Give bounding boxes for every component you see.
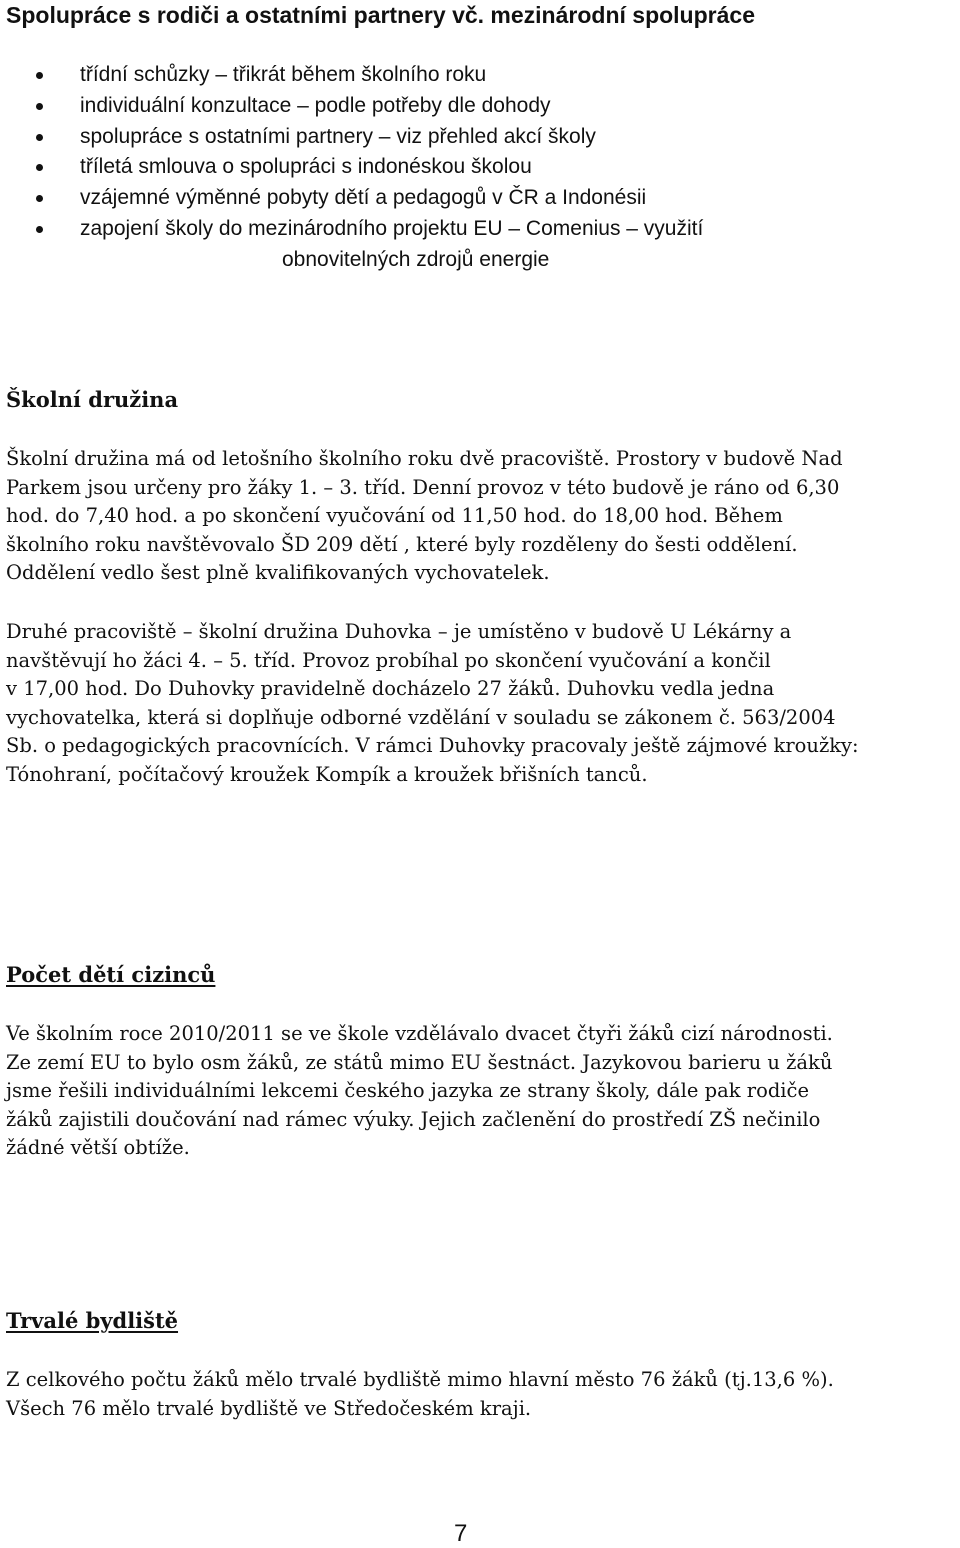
bullet-icon bbox=[36, 72, 43, 79]
section-heading-foreign-children: Počet dětí cizinců bbox=[6, 962, 216, 987]
list-item: individuální konzultace – podle potřeby dle dohody bbox=[0, 91, 940, 122]
list-item: spolupráce s ostatními partnery – viz přehled akcí školy bbox=[0, 122, 940, 153]
list-item: vzájemné výměnné pobyty dětí a pedagogů v ČR a Indonésii bbox=[0, 183, 940, 214]
bullet-icon bbox=[36, 195, 43, 202]
section-heading-cooperation: Spolupráce s rodiči a ostatními partnery vč. mezinárodní spolupráce bbox=[6, 2, 755, 28]
section-heading-residence: Trvalé bydliště bbox=[6, 1308, 179, 1333]
paragraph-club-first: Školní družina má od letošního školního roku dvě pracoviště. Prostory v budově Nad Parkem jsou určeny pro žáky 1. – 3. tříd. Denní provoz v této budově je ráno od 6,30 hod. do 7,40 hod. a po skončení vyučování od 11,50 hod. do 18,00 hod. Během školního roku navštěvovalo ŠD 209 dětí , které byly rozděleny do šesti oddělení. Oddělení vedlo šest plně kvalifikovaných vychovatelek. bbox=[6, 447, 843, 584]
bullet-icon bbox=[36, 226, 43, 233]
page-number: 7 bbox=[454, 1520, 468, 1547]
bullet-icon bbox=[36, 134, 43, 141]
list-item: třídní schůzky – třikrát během školního roku bbox=[0, 60, 940, 91]
paragraph-residence: Z celkového počtu žáků mělo trvalé bydliště mimo hlavní město 76 žáků (tj.13,6 %). Všech 76 mělo trvalé bydliště ve Středočeském kraji. bbox=[6, 1368, 834, 1420]
paragraph-club-second: Druhé pracoviště – školní družina Duhovka – je umístěno v budově U Lékárny a navštěvují ho žáci 4. – 5. tříd. Provoz probíhal po skončení vyučování a končil v 17,00 hod. Do Duhovky pravidelně docházelo 27 žáků. Duhovku vedla jedna vychovatelka, která si doplňuje odborné vzdělání v souladu se zákonem č. 563/2004 Sb. o pedagogických pracovnících. V rámci Duhovky pracovaly ještě zájmové kroužky: Tónohraní, počítačový kroužek Kompík a kroužek břišních tanců. bbox=[6, 620, 859, 786]
paragraph-foreign-children: Ve školním roce 2010/2011 se ve škole vzdělávalo dvacet čtyři žáků cizí národnosti. Ze zemí EU to bylo osm žáků, ze států mimo EU šestnáct. Jazykovou barieru u žáků jsme řešili individuálními lekcemi českého jazyka ze strany školy, dále pak rodiče žáků zajistili doučování nad rámec výuky. Jejich začlenění do prostředí ZŠ nečinilo žádné větší obtíže. bbox=[6, 1022, 833, 1159]
bullet-icon bbox=[36, 103, 43, 110]
bullet-icon bbox=[36, 164, 43, 171]
list-item-continuation: obnovitelných zdrojů energie bbox=[282, 247, 550, 271]
list-item: tříletá smlouva o spolupráci s indonéskou školou bbox=[0, 152, 940, 183]
cooperation-list bbox=[0, 60, 940, 276]
section-heading-after-school-club: Školní družina bbox=[6, 387, 179, 412]
list-item: zapojení školy do mezinárodního projektu EU – Comenius – využití obnovitelných zdrojů energie bbox=[0, 214, 940, 276]
